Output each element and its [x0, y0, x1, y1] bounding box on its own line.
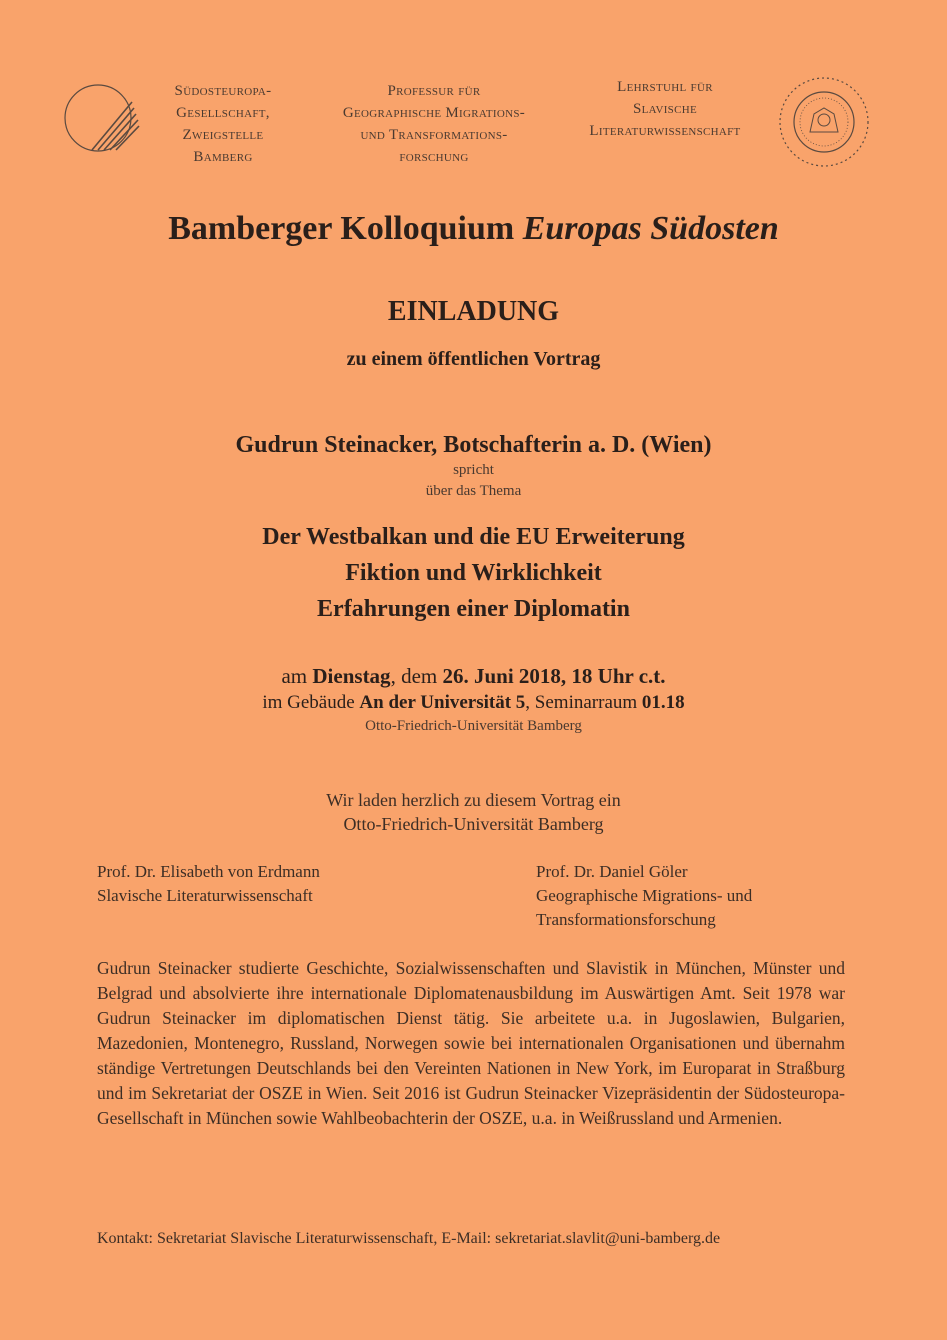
- speaker-biography: Gudrun Steinacker studierte Geschichte, Sozialwissenschaften und Slavistik in München, Münster und Belgrad und absolvierte ihre internationale Diplomatenausbildung im Auswärtigen Amt. Seit 1978 war Gudrun Steinacker im diplomatischen Dienst tätig. Sie arbeitete u.a. in Jugoslawien, Bulgarien, Mazedonien, Montenegro, Russland, Norwegen sowie bei internationalen Organisationen und übernahm ständige Vertretungen Deutschlands bei den Vereinten Nationen in New York, im Europarat in Straßburg und im Sekretariat der OSZE in Wien. Seit 2016 ist Gudrun Steinacker Vizepräsidentin der Südosteuropa-Gesellschaft in München sowie Wahlbeobachterin der OSZE, u.a. in Weißrussland und Armenien.: [97, 958, 845, 1128]
- event-location: im Gebäude An der Universität 5, Seminarraum 01.18: [262, 692, 685, 713]
- header-org-geography-chair: Professur für Geographische Migrations- und Transformations- forschung: [342, 83, 526, 165]
- header-org-slavic-literature-chair: Lehrstuhl für Slavische Literaturwissenschaft: [589, 79, 741, 139]
- topic-line: Fiktion und Wirklichkeit: [345, 560, 602, 586]
- university-seal-icon: [776, 74, 872, 170]
- topic-line: Der Westbalkan und die EU Erweiterung: [262, 524, 685, 550]
- contact-line: Kontakt: Sekretariat Slavische Literaturwissenschaft, E-Mail: sekretariat.slavlit@uni-bamberg.de: [97, 1230, 721, 1247]
- lecture-subtitle: zu einem öffentlichen Vortrag: [346, 348, 601, 370]
- invitation-heading: EINLADUNG: [387, 296, 560, 327]
- event-date: am Dienstag, dem 26. Juni 2018, 18 Uhr c.t.: [281, 664, 666, 688]
- page-title: Bamberger Kolloquium Europas Südosten: [168, 210, 779, 247]
- contact-email[interactable]: sekretariat.slavlit@uni-bamberg.de: [495, 1230, 721, 1247]
- topic-label: über das Thema: [425, 483, 522, 499]
- signatory-right: Prof. Dr. Daniel Göler Geographische Migrations- und Transformationsforschung: [536, 862, 753, 929]
- speaks-label: spricht: [453, 462, 494, 478]
- topic-line: Erfahrungen einer Diplomatin: [317, 596, 630, 622]
- society-logo-icon: [62, 80, 142, 156]
- signatory-left: Prof. Dr. Elisabeth von Erdmann Slavische Literaturwissenschaft: [97, 862, 320, 905]
- header-org-southeast-europe-society: Südosteuropa- Gesellschaft, Zweigstelle Bamberg: [174, 83, 272, 165]
- invitation-text: Wir laden herzlich zu diesem Vortrag ein Otto-Friedrich-Universität Bamberg: [326, 790, 621, 834]
- event-university: Otto-Friedrich-Universität Bamberg: [365, 718, 582, 734]
- speaker-name: Gudrun Steinacker, Botschafterin a. D. (Wien): [235, 432, 712, 458]
